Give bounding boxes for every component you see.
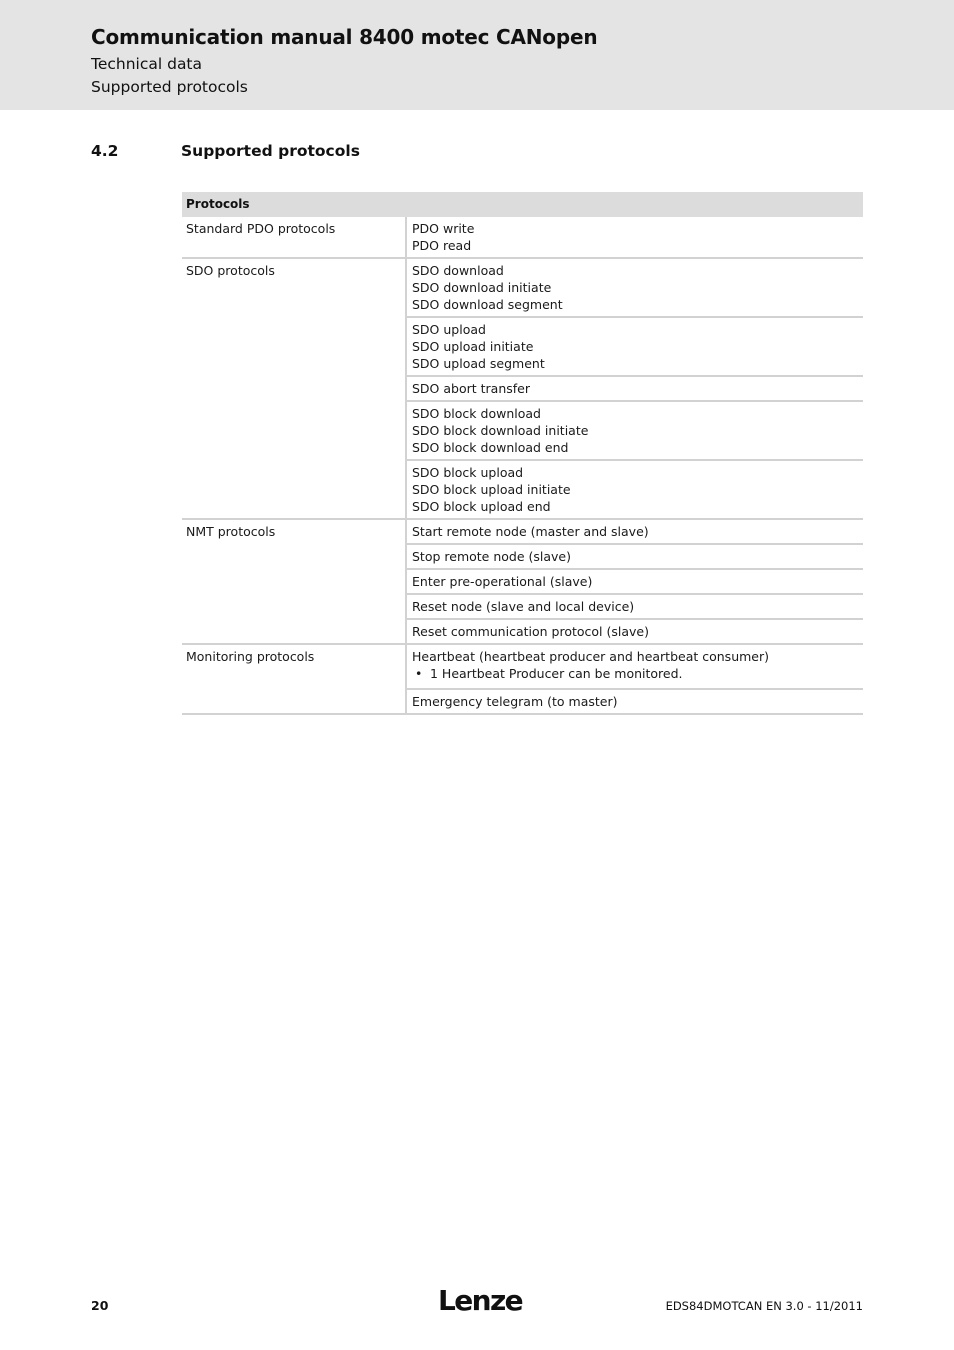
protocol-item: PDO read xyxy=(412,238,472,253)
protocol-item: SDO block download xyxy=(412,406,541,421)
protocol-item: SDO download segment xyxy=(412,297,563,312)
group-label: Monitoring protocols xyxy=(182,645,407,713)
protocol-item: PDO write xyxy=(412,221,475,236)
group-cells xyxy=(407,259,863,518)
section-number: 4.2 xyxy=(91,142,119,160)
protocol-item: Start remote node (master and slave) xyxy=(412,524,649,539)
group-cells xyxy=(407,520,863,643)
table-cell xyxy=(407,461,863,518)
group-label: Standard PDO protocols xyxy=(182,217,407,257)
protocol-item: SDO upload initiate xyxy=(412,339,534,354)
table-cell xyxy=(407,402,863,461)
page-header xyxy=(0,0,954,110)
protocol-item: SDO download initiate xyxy=(412,280,552,295)
section-subtitle: Supported protocols xyxy=(91,78,248,96)
table-cell xyxy=(407,595,863,620)
lenze-logo: Lenze xyxy=(438,1284,523,1317)
bullet-item xyxy=(412,665,859,682)
protocol-item: SDO upload segment xyxy=(412,356,545,371)
table-group-nmt xyxy=(182,520,863,645)
protocol-item: Enter pre-operational (slave) xyxy=(412,574,593,589)
bullet-icon: • xyxy=(415,666,423,681)
document-title: Communication manual 8400 motec CANopen xyxy=(91,25,598,49)
group-label: NMT protocols xyxy=(182,520,407,643)
protocol-item: SDO block download initiate xyxy=(412,423,589,438)
page-number: 20 xyxy=(91,1298,109,1313)
protocol-item: SDO block download end xyxy=(412,440,569,455)
table-cell xyxy=(407,645,863,690)
protocol-item: Reset node (slave and local device) xyxy=(412,599,635,614)
table-cell xyxy=(407,690,863,713)
table-group-monitoring xyxy=(182,645,863,715)
table-group-sdo xyxy=(182,259,863,520)
protocol-item: SDO download xyxy=(412,263,504,278)
table-group-pdo xyxy=(182,217,863,259)
bullet-text: 1 Heartbeat Producer can be monitored. xyxy=(430,666,683,681)
table-cell xyxy=(407,520,863,545)
group-label: SDO protocols xyxy=(182,259,407,518)
table-cell xyxy=(407,318,863,377)
table-cell xyxy=(407,620,863,643)
table-cell xyxy=(407,545,863,570)
protocols-table xyxy=(182,192,863,715)
section-title: Supported protocols xyxy=(181,142,360,160)
protocol-item: SDO block upload xyxy=(412,465,524,480)
protocol-item: Emergency telegram (to master) xyxy=(412,694,618,709)
protocol-item: Reset communication protocol (slave) xyxy=(412,624,649,639)
protocol-item: Heartbeat (heartbeat producer and heartbeat consumer) xyxy=(412,649,770,664)
protocol-item: Stop remote node (slave) xyxy=(412,549,571,564)
protocol-item: SDO abort transfer xyxy=(412,381,530,396)
table-cell xyxy=(407,570,863,595)
protocol-item: SDO block upload initiate xyxy=(412,482,571,497)
group-cells xyxy=(407,217,863,257)
table-cell xyxy=(407,217,863,257)
table-cell xyxy=(407,259,863,318)
protocol-item: SDO block upload end xyxy=(412,499,551,514)
group-cells xyxy=(407,645,863,713)
table-cell xyxy=(407,377,863,402)
chapter-subtitle: Technical data xyxy=(91,55,203,73)
table-header: Protocols xyxy=(182,192,863,217)
protocol-item: SDO upload xyxy=(412,322,486,337)
document-code: EDS84DMOTCAN EN 3.0 - 11/2011 xyxy=(665,1299,863,1313)
